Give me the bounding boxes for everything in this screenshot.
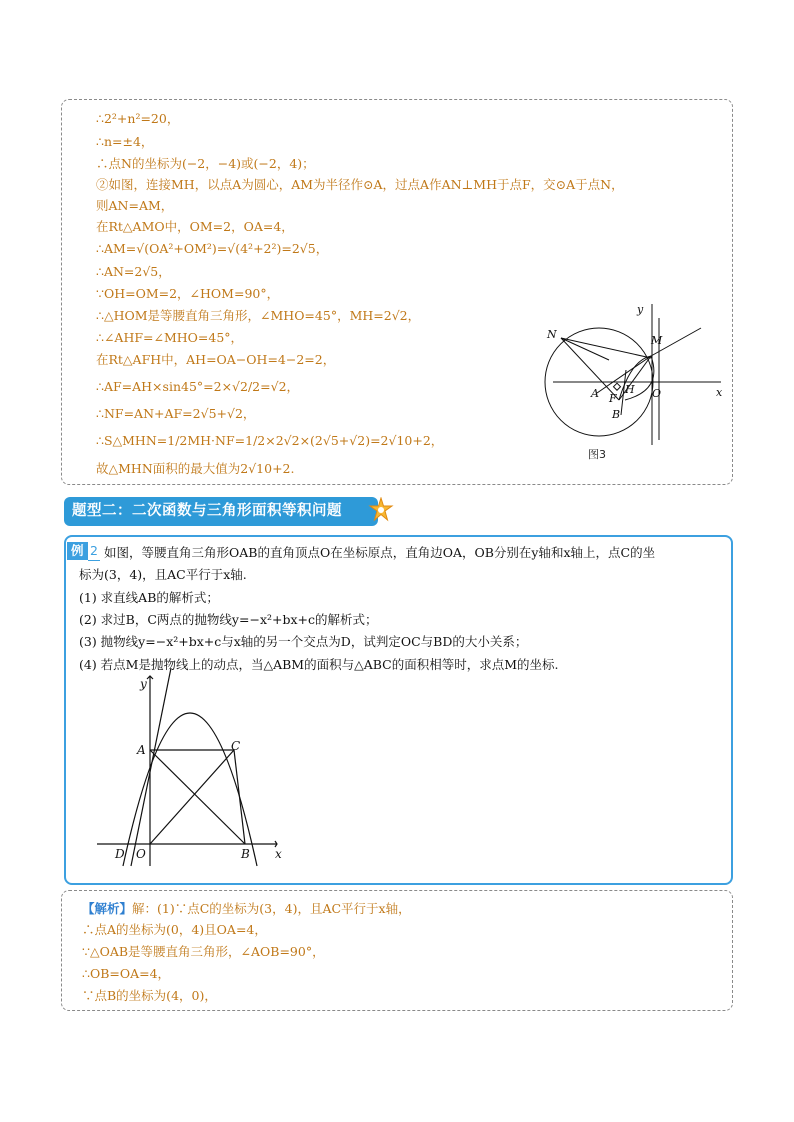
solution-line-2: ∴n=±4， — [96, 134, 154, 149]
analysis-line-5: ∵点B的坐标为(4，0)， — [82, 988, 217, 1003]
segment-oc — [150, 750, 234, 844]
label-x: x — [716, 386, 723, 399]
section-title: 题型二：二次函数与三角形面积等积问题 — [72, 503, 342, 519]
analysis-line-3: ∵△OAB是等腰直角三角形，∠AOB=90°， — [82, 944, 325, 959]
segment-ab — [150, 750, 245, 844]
label-y: y — [637, 303, 644, 316]
label-o: O — [136, 847, 146, 861]
solution-line-3: ∴点N的坐标为(−2，−4)或(−2，4)； — [96, 156, 315, 171]
label-f: F — [609, 392, 617, 405]
analysis-line-4: ∴OB=OA=4， — [82, 966, 171, 981]
label-x: x — [275, 847, 282, 861]
star-icon — [368, 497, 394, 523]
label-a: A — [591, 387, 599, 400]
label-c: C — [231, 739, 241, 753]
label-o: O — [652, 387, 662, 400]
analysis-first: 解：(1)∵点C的坐标为(3，4)，且AC平行于x轴， — [132, 901, 411, 916]
figure-3 — [541, 300, 731, 445]
solution-line-8: ∴AN=2√5， — [96, 264, 171, 279]
solution-line-11: ∴∠AHF=∠MHO=45°， — [96, 330, 244, 345]
label-b: B — [241, 847, 250, 861]
solution-line-4: ②如图，连接MH，以点A为圆心，AM为半径作⊙A，过点A作AN⊥MH于点F，交⊙A于点N， — [96, 177, 624, 192]
solution-line-10: ∴△HOM是等腰直角三角形，∠MHO=45°，MH=2√2， — [96, 308, 421, 323]
figure-parabola — [95, 668, 295, 868]
analysis-line-2: ∴点A的坐标为(0，4)且OA=4， — [82, 922, 267, 937]
problem-line-3: (1) 求直线AB的解析式； — [79, 590, 219, 605]
problem-line-1: 如图，等腰直角三角形OAB的直角顶点O在坐标原点，直角边OA，OB分别在y轴和x轴上，点C的坐 — [104, 545, 656, 560]
figure-3-caption: 图3 — [588, 448, 606, 461]
analysis-tag: 【解析】 — [82, 901, 133, 916]
label-n: N — [547, 328, 557, 341]
section-banner — [64, 497, 378, 526]
solution-line-1: ∴2²+n²=20， — [96, 111, 180, 126]
problem-line-2: 标为(3，4)，且AC平行于x轴. — [79, 567, 247, 582]
solution-line-15: ∴S△MHN=1/2MH·NF=1/2×2√2×(2√5+√2)=2√10+2， — [96, 433, 444, 448]
solution-line-5: 则AN=AM， — [96, 198, 174, 213]
segment-na — [561, 338, 619, 400]
problem-line-6: (4) 若点M是抛物线上的动点，当△ABM的面积与△ABC的面积相等时，求点M的坐标. — [79, 657, 559, 672]
problem-line-5: (3) 抛物线y=−x²+bx+c与x轴的另一个交点为D，试判定OC与BD的大小关系； — [79, 634, 528, 649]
label-a: A — [137, 743, 146, 757]
solution-line-14: ∴NF=AN+AF=2√5+√2， — [96, 406, 256, 421]
problem-line-4: (2) 求过B，C两点的抛物线y=−x²+bx+c的解析式； — [79, 612, 378, 627]
solution-line-16: 故△MHN面积的最大值为2√10+2. — [96, 461, 295, 476]
solution-line-6: 在Rt△AMO中，OM=2，OA=4， — [96, 219, 294, 234]
solution-line-13: ∴AF=AH×sin45°=2×√2/2=√2， — [96, 379, 300, 394]
segment-cb — [234, 750, 245, 844]
label-m: M — [651, 334, 663, 347]
example-badge: 例 — [67, 542, 88, 560]
label-d: D — [115, 847, 125, 861]
solution-line-7: ∴AM=√(OA²+OM²)=√(4²+2²)=2√5， — [96, 241, 329, 256]
label-h: H — [625, 383, 635, 396]
solution-line-12: 在Rt△AFH中，AH=OA−OH=4−2=2， — [96, 352, 336, 367]
label-b: B — [612, 408, 621, 421]
label-y: y — [140, 677, 147, 691]
example-number: 2 — [88, 542, 100, 561]
solution-line-9: ∵OH=OM=2，∠HOM=90°， — [96, 286, 280, 301]
line-ab-extended — [131, 668, 171, 866]
analysis-line-1 — [82, 900, 411, 917]
